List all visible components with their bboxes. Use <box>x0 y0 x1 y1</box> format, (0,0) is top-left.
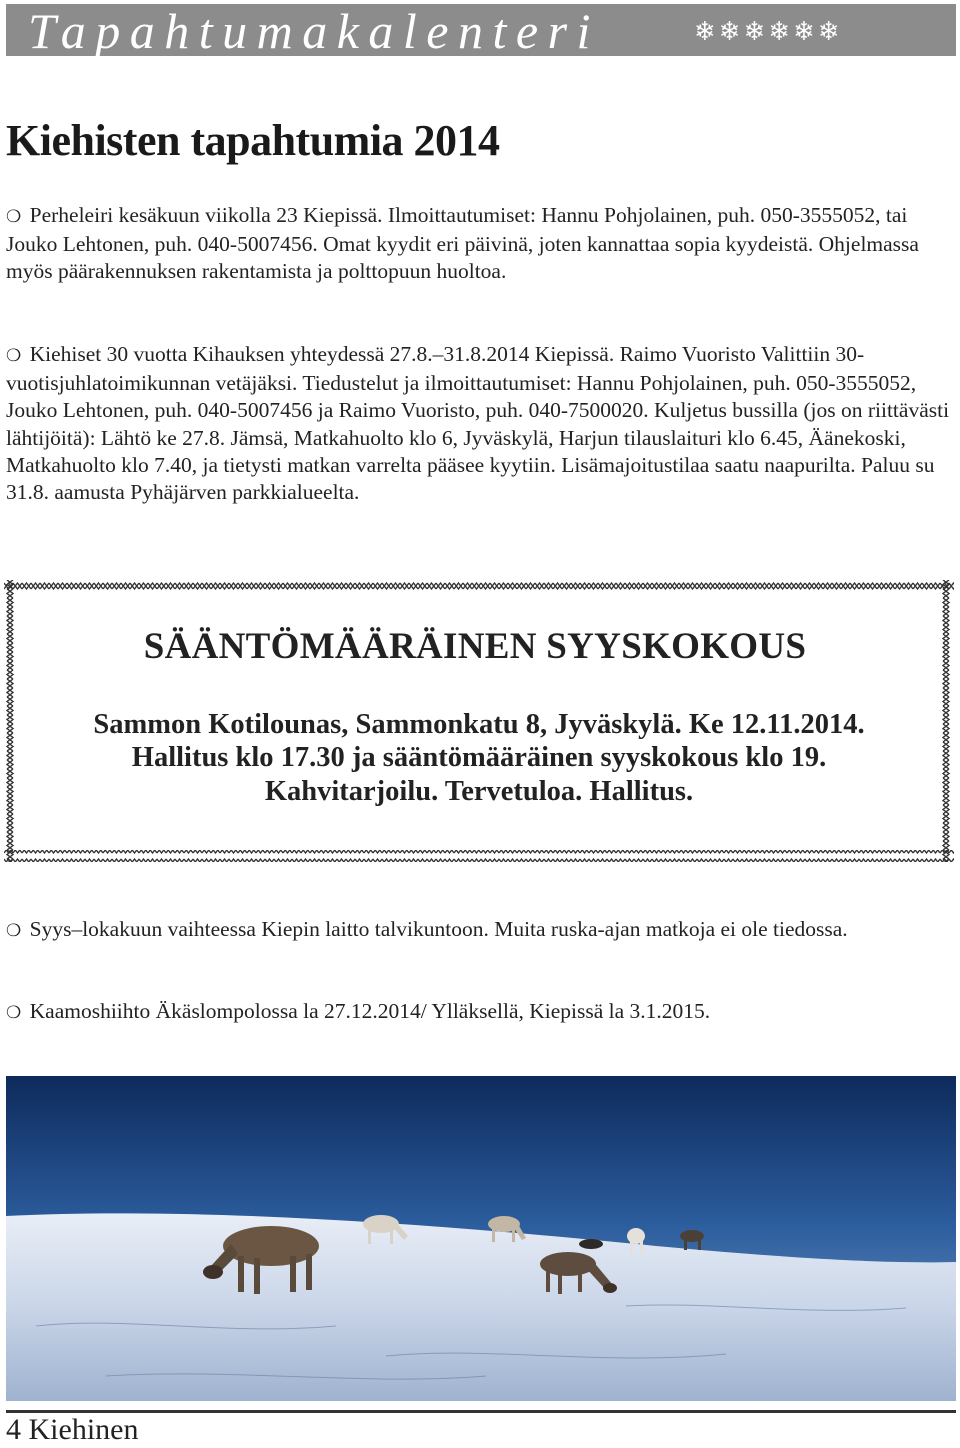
page-footer: 4 Kiehinen <box>6 1413 139 1446</box>
meeting-details: Sammon Kotilounas, Sammonkatu 8, Jyväskylä. Ke 12.11.2014. Hallitus klo 17.30 ja sääntömääräinen syyskokous klo 19. Kahvitarjoilu. Tervetuloa. Hallitus. <box>93 709 865 807</box>
header-banner <box>6 3 956 59</box>
reindeer-photo <box>6 1076 956 1401</box>
event-item <box>6 998 952 1027</box>
meeting-title: SÄÄNTÖMÄÄRÄINEN SYYSKOKOUS <box>143 626 807 667</box>
event-text: Syys–lokakuun vaihteessa Kiepin laitto talvikuntoon. Muita ruska-ajan matkoja ei ole tiedossa. <box>29 917 848 941</box>
event-text: Perheleiri kesäkuun viikolla 23 Kiepissä. Ilmoittautumiset: Hannu Pohjolainen, puh. 050-3555052, tai Jouko Lehtonen, puh. 040-5007456. Omat kyydit eri päivinä, joten kannattaa sopia kyydeistä. Ohjelmassa myös päärakennuksen rakentamista ja polttopuun huoltoa. <box>6 203 919 284</box>
event-item <box>6 916 952 945</box>
bullet-icon: ❍ <box>6 346 22 366</box>
event-item <box>6 341 952 506</box>
snowflake-icon: ❄❄❄❄❄❄ <box>694 17 843 47</box>
page-title: Kiehisten tapahtumia 2014 <box>6 116 500 165</box>
bullet-icon: ❍ <box>6 207 22 227</box>
bullet-icon: ❍ <box>6 1003 22 1023</box>
footer-divider <box>6 1410 956 1413</box>
event-item <box>6 202 952 286</box>
bullet-icon: ❍ <box>6 921 22 941</box>
event-text: Kiehiset 30 vuotta Kihauksen yhteydessä 27.8.–31.8.2014 Kiepissä. Raimo Vuoristo Valittiin 30-vuotisjuhlatoimikunnan vetäjäksi. Tiedustelut ja ilmoittautumiset: Hannu Pohjolainen, puh. 050-3555052, Jouko Lehtonen, puh. 040-5007456 ja Raimo Vuoristo, puh. 040-7500020. Kuljetus bussilla (jos on riittävästi lähtijöitä): Lähtö ke 27.8. Jämsä, Matkahuolto klo 6, Jyväskylä, Harjun tilauslaituri klo 6.45, Äänekoski, Matkahuolto klo 7.40, ja tietysti matkan varrelta pääsee kyytiin. Lisämajoitustilaa saatu naapurilta. Paluu su 31.8. aamusta Pyhäjärven parkkialueelta. <box>6 342 950 505</box>
banner-title: Tapahtumakalenteri <box>28 3 600 59</box>
event-text: Kaamoshiihto Äkäslompolossa la 27.12.2014/ Ylläksellä, Kiepissä la 3.1.2015. <box>29 999 711 1023</box>
